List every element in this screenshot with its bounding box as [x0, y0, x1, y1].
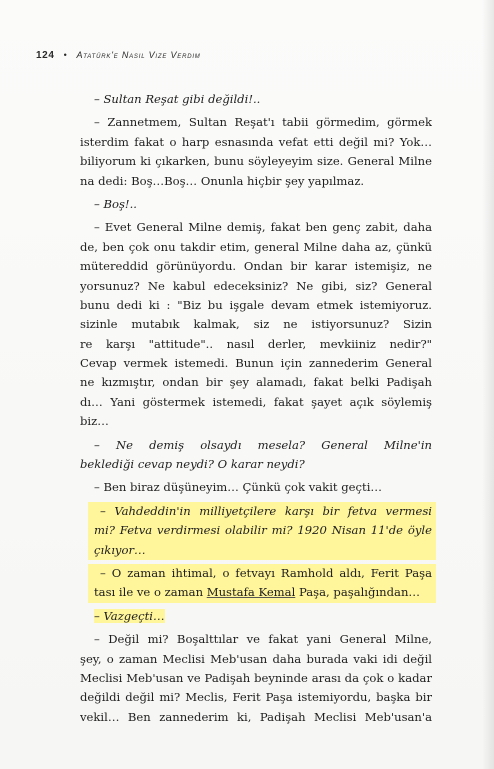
text-line: – Değil mi? Boşalttılar ve fakat yani General Milne,	[94, 632, 432, 647]
text-line: Cevap vermek istemedi. Bunun için zannederim General	[80, 356, 432, 371]
text-line: çıkıyor…	[94, 542, 146, 557]
text-line: – Evet General Milne demiş, fakat ben genç zabit, daha	[94, 220, 432, 235]
text-line: vekil… Ben zannederim ki, Padişah Meclisi Meb'usan'a	[80, 709, 432, 724]
text-line: biliyorum ki çıkarken, bunu söyleyeyim size. General Milne	[80, 154, 432, 169]
page-body	[80, 90, 432, 727]
text-line: – Sultan Reşat gibi değildi!..	[94, 92, 261, 106]
text-line: dı… Yani göstermek istemedi, fakat şayet açık söylemiş	[80, 394, 432, 409]
text-fragment: tası ile ve o zaman	[94, 585, 204, 600]
text-line	[80, 607, 432, 626]
highlighted-question	[88, 502, 436, 560]
underlined-name: Mustafa Kemal	[206, 585, 296, 600]
text-line: ne kızmıştır, ondan bir şey alamadı, fakat belki Padişah	[80, 375, 432, 390]
text-line: de, ben çok onu takdir etim, general Milne daha az, çünkü	[80, 239, 432, 254]
book-title: Atatürk'e Nasıl Vize Verdim	[76, 50, 201, 60]
text-line: – Ne demiş olsaydı mesela? General Milne'in	[94, 437, 432, 452]
text-line: na dedi: Boş…Boş… Onunla hiçbir şey yapılmaz.	[80, 173, 365, 188]
text-line: değildi değil mi? Meclis, Ferit Paşa istemiyordu, başka bir	[80, 690, 432, 705]
text-line: – Vahdeddin'in milliyetçilere karşı bir fetva vermesi	[100, 503, 432, 518]
page-number: 124	[36, 50, 55, 61]
text-line	[94, 583, 432, 602]
text-line: re karşı "attitude".. nasıl derler, mevkiiniz nedir?"	[80, 336, 432, 351]
text-line: Meclisi Meb'usan ve Padişah beyninde arası da çok o kadar	[80, 670, 432, 685]
text-line: beklediği cevap neydi? O karar neydi?	[80, 457, 305, 472]
highlighted-reply: – Vazgeçti…	[94, 608, 165, 623]
text-line: biz…	[80, 414, 109, 429]
text-line: – Zannetmem, Sultan Reşat'ı tabii görmedim, görmek	[94, 115, 432, 130]
text-line: yorsunuz? Ne kabul edeceksiniz? Ne gibi, siz? General	[80, 278, 432, 293]
highlighted-answer	[88, 564, 436, 603]
text-line: isterdim fakat o harp esnasında vefat etti değil mi? Yok…	[80, 134, 432, 149]
text-line: sizinle mutabık kalmak, siz ne istiyorsunuz? Sizin	[80, 317, 432, 332]
text-line: mütereddid görünüyordu. Ondan bir karar istemişiz, ne	[80, 259, 432, 274]
header-bullet: •	[63, 50, 68, 60]
page-gutter-shadow	[482, 0, 494, 769]
text-line: – O zaman ihtimal, o fetvayı Ramhold aldı, Ferit Paşa	[100, 565, 432, 580]
text-line: bunu dedi ki : "Biz bu işgale devam etmek istemiyoruz.	[80, 297, 432, 312]
text-line: – Ben biraz düşüneyim… Çünkü çok vakit geçti…	[94, 480, 382, 495]
text-line: mi? Fetva verdirmesi olabilir mi? 1920 Nisan 11'de öyle	[94, 523, 432, 538]
text-fragment: Paşa, paşalığından…	[298, 585, 421, 600]
running-head	[36, 50, 201, 61]
text-line: – Boş!..	[94, 196, 137, 211]
text-line: şey, o zaman Meclisi Meb'usan daha burada vaki idi değil	[80, 651, 432, 666]
